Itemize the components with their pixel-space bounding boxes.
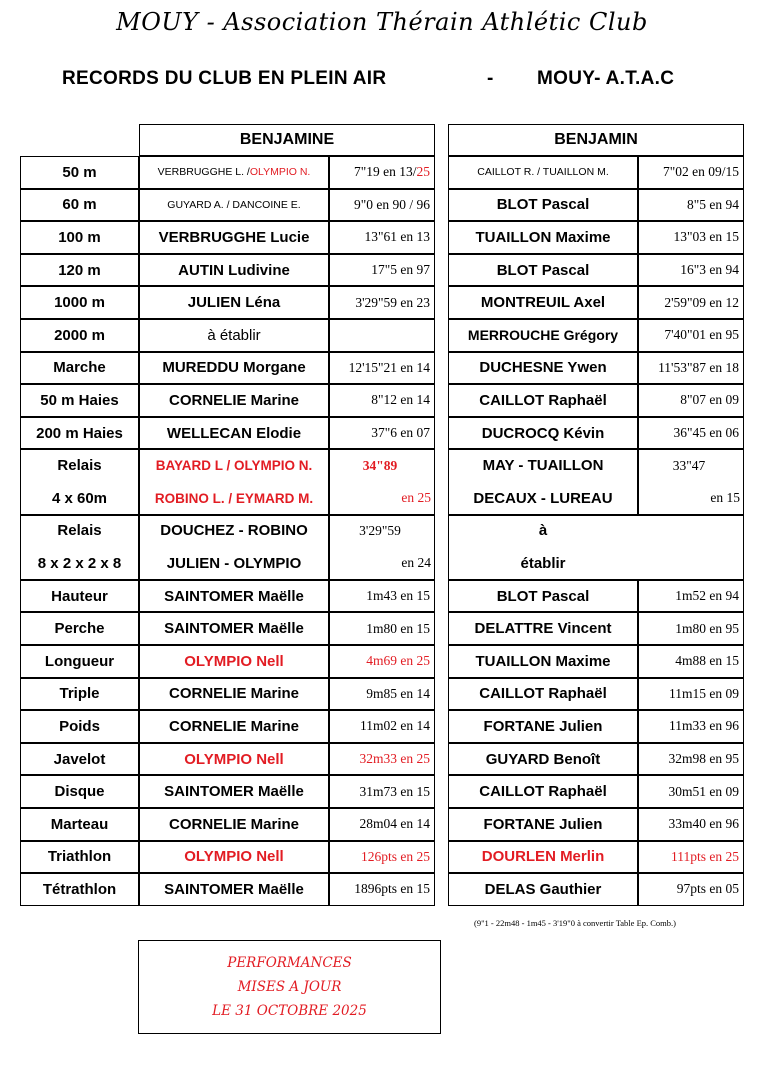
girls-performance: 11m02 en 14 [329,710,435,743]
event-label: 50 m [20,156,139,189]
update-date: LE 31 OCTOBRE 2025 [212,1003,367,1019]
records-subtitle: RECORDS DU CLUB EN PLEIN AIR [62,68,387,89]
girls-holder: CORNELIE Marine [139,808,329,841]
girls-holder: AUTIN Ludivine [139,254,329,287]
boys-performance: 111pts en 25 [638,841,744,874]
girls-performance [329,156,435,189]
club-title: MOUY - Association Thérain Athlétic Club [116,8,648,36]
boys-holder: à [538,522,548,540]
girls-performance: 3'29"59 en 23 [329,286,435,319]
girls-column-header: BENJAMINE [139,124,435,156]
boys-holder: FORTANE Julien [448,808,638,841]
girls-holder: JULIEN Léna [139,286,329,319]
event-label: Javelot [20,743,139,776]
boys-performance: 8"5 en 94 [638,189,744,222]
girls-performance: 1896pts en 15 [329,873,435,906]
girls-performance: 28m04 en 14 [329,808,435,841]
girls-performance: 13"61 en 13 [329,221,435,254]
girls-performance: 126pts en 25 [329,841,435,874]
boys-performance: 36"45 en 06 [638,417,744,450]
girls-holder: MUREDDU Morgane [139,352,329,385]
update-line: PERFORMANCES [227,955,352,971]
girls-holder: BAYARD L / OLYMPIO N. [155,458,313,474]
girls-performance-part: 25 [416,164,430,180]
event-label: Tétrathlon [20,873,139,906]
girls-holder: CORNELIE Marine [139,384,329,417]
girls-holder: WELLECAN Elodie [139,417,329,450]
boys-performance [638,515,744,548]
boys-holder: MONTREUIL Axel [448,286,638,319]
boys-holder: TUAILLON Maxime [448,221,638,254]
girls-holder: OLYMPIO Nell [139,841,329,874]
girls-holder-part: OLYMPIO N. [249,166,311,179]
boys-holder: établir [520,554,566,572]
event-label: Marche [20,352,139,385]
girls-performance: 34"89 [362,457,398,473]
girls-performance: en 24 [401,555,431,571]
girls-holder: JULIEN - OLYMPIO [166,554,302,572]
girls-performance: 12'15"21 en 14 [329,352,435,385]
girls-holder: CORNELIE Marine [139,710,329,743]
boys-holder: CAILLOT Raphaël [448,678,638,711]
subtitle-separator: - [487,68,494,89]
boys-holder: MAY - TUAILLON [482,457,604,475]
boys-holder: DECAUX - LUREAU [473,489,613,507]
event-label: 50 m Haies [20,384,139,417]
girls-holder: GUYARD A. / DANCOINE E. [139,189,329,222]
girls-holder: OLYMPIO Nell [139,645,329,678]
girls-holder: CORNELIE Marine [139,678,329,711]
boys-performance: 7"02 en 09/15 [638,156,744,189]
girls-performance: 37"6 en 07 [329,417,435,450]
boys-holder: DELATTRE Vincent [448,612,638,645]
girls-performance: 9m85 en 14 [329,678,435,711]
girls-performance: en 25 [401,490,431,506]
event-label: Relais [57,522,102,540]
girls-performance [329,319,435,352]
event-label: 200 m Haies [20,417,139,450]
boys-performance: 30m51 en 09 [638,775,744,808]
boys-performance: 32m98 en 95 [638,743,744,776]
event-label: 2000 m [20,319,139,352]
boys-holder: BLOT Pascal [448,580,638,613]
girls-performance: 1m43 en 15 [329,580,435,613]
girls-performance: 4m69 en 25 [329,645,435,678]
event-label: Perche [20,612,139,645]
boys-performance: 13"03 en 15 [638,221,744,254]
boys-performance: 11'53"87 en 18 [638,352,744,385]
boys-performance: 4m88 en 15 [638,645,744,678]
boys-performance: en 15 [710,490,740,506]
boys-holder: CAILLOT Raphaël [448,384,638,417]
girls-performance-part: 7"19 en 13/ [353,164,417,180]
event-label: Triathlon [20,841,139,874]
girls-holder [139,156,329,189]
girls-holder: SAINTOMER Maëlle [139,580,329,613]
event-label: Relais [57,457,102,475]
update-notice [138,940,441,1034]
boys-performance: 1m52 en 94 [638,580,744,613]
event-label: Disque [20,775,139,808]
boys-performance: 7'40"01 en 95 [638,319,744,352]
event-label: 1000 m [20,286,139,319]
boys-performance: 11m33 en 96 [638,710,744,743]
event-label: 4 x 60m [51,489,108,507]
event-label: Marteau [20,808,139,841]
boys-holder: MERROUCHE Grégory [448,319,638,352]
girls-holder: DOUCHEZ - ROBINO [160,522,308,540]
girls-holder: SAINTOMER Maëlle [139,775,329,808]
girls-performance: 9"0 en 90 / 96 [329,189,435,222]
event-label: 60 m [20,189,139,222]
boys-holder: DUCHESNE Ywen [448,352,638,385]
girls-holder: OLYMPIO Nell [139,743,329,776]
girls-performance: 1m80 en 15 [329,612,435,645]
event-label: Longueur [20,645,139,678]
boys-column-header: BENJAMIN [448,124,744,156]
boys-holder: TUAILLON Maxime [448,645,638,678]
boys-performance: 2'59"09 en 12 [638,286,744,319]
boys-performance [638,547,744,580]
girls-holder: SAINTOMER Maëlle [139,612,329,645]
event-label: Hauteur [20,580,139,613]
boys-holder: BLOT Pascal [448,254,638,287]
boys-holder: FORTANE Julien [448,710,638,743]
girls-holder-part: VERBRUGGHE L. / [157,166,250,179]
event-label: Poids [20,710,139,743]
girls-performance: 31m73 en 15 [329,775,435,808]
boys-performance: 8"07 en 09 [638,384,744,417]
boys-performance: 97pts en 05 [638,873,744,906]
girls-holder: ROBINO L. / EYMARD M. [154,490,314,506]
girls-performance: 32m33 en 25 [329,743,435,776]
boys-holder: GUYARD Benoît [448,743,638,776]
boys-holder: DOURLEN Merlin [448,841,638,874]
girls-holder: SAINTOMER Maëlle [139,873,329,906]
boys-performance: 11m15 en 09 [638,678,744,711]
boys-holder: CAILLOT R. / TUAILLON M. [448,156,638,189]
club-short-name: MOUY- A.T.A.C [537,68,675,89]
girls-performance: 8"12 en 14 [329,384,435,417]
boys-holder: DUCROCQ Kévin [448,417,638,450]
event-label: Triple [20,678,139,711]
girls-performance: 3'29"59 [359,522,401,538]
girls-holder: à établir [139,319,329,352]
conversion-footnote: (9"1 - 22m48 - 1m45 - 3'19"0 à convertir Table Ep. Comb.) [474,918,676,928]
boys-holder: DELAS Gauthier [448,873,638,906]
boys-holder: BLOT Pascal [448,189,638,222]
boys-performance: 33"47 [672,457,706,473]
boys-performance: 16"3 en 94 [638,254,744,287]
boys-performance: 33m40 en 96 [638,808,744,841]
update-line: MISES A JOUR [237,979,342,995]
boys-holder: CAILLOT Raphaël [448,775,638,808]
event-label: 8 x 2 x 2 x 8 [37,554,122,572]
boys-performance: 1m80 en 95 [638,612,744,645]
event-label: 120 m [20,254,139,287]
event-label: 100 m [20,221,139,254]
girls-performance: 17"5 en 97 [329,254,435,287]
girls-holder: VERBRUGGHE Lucie [139,221,329,254]
